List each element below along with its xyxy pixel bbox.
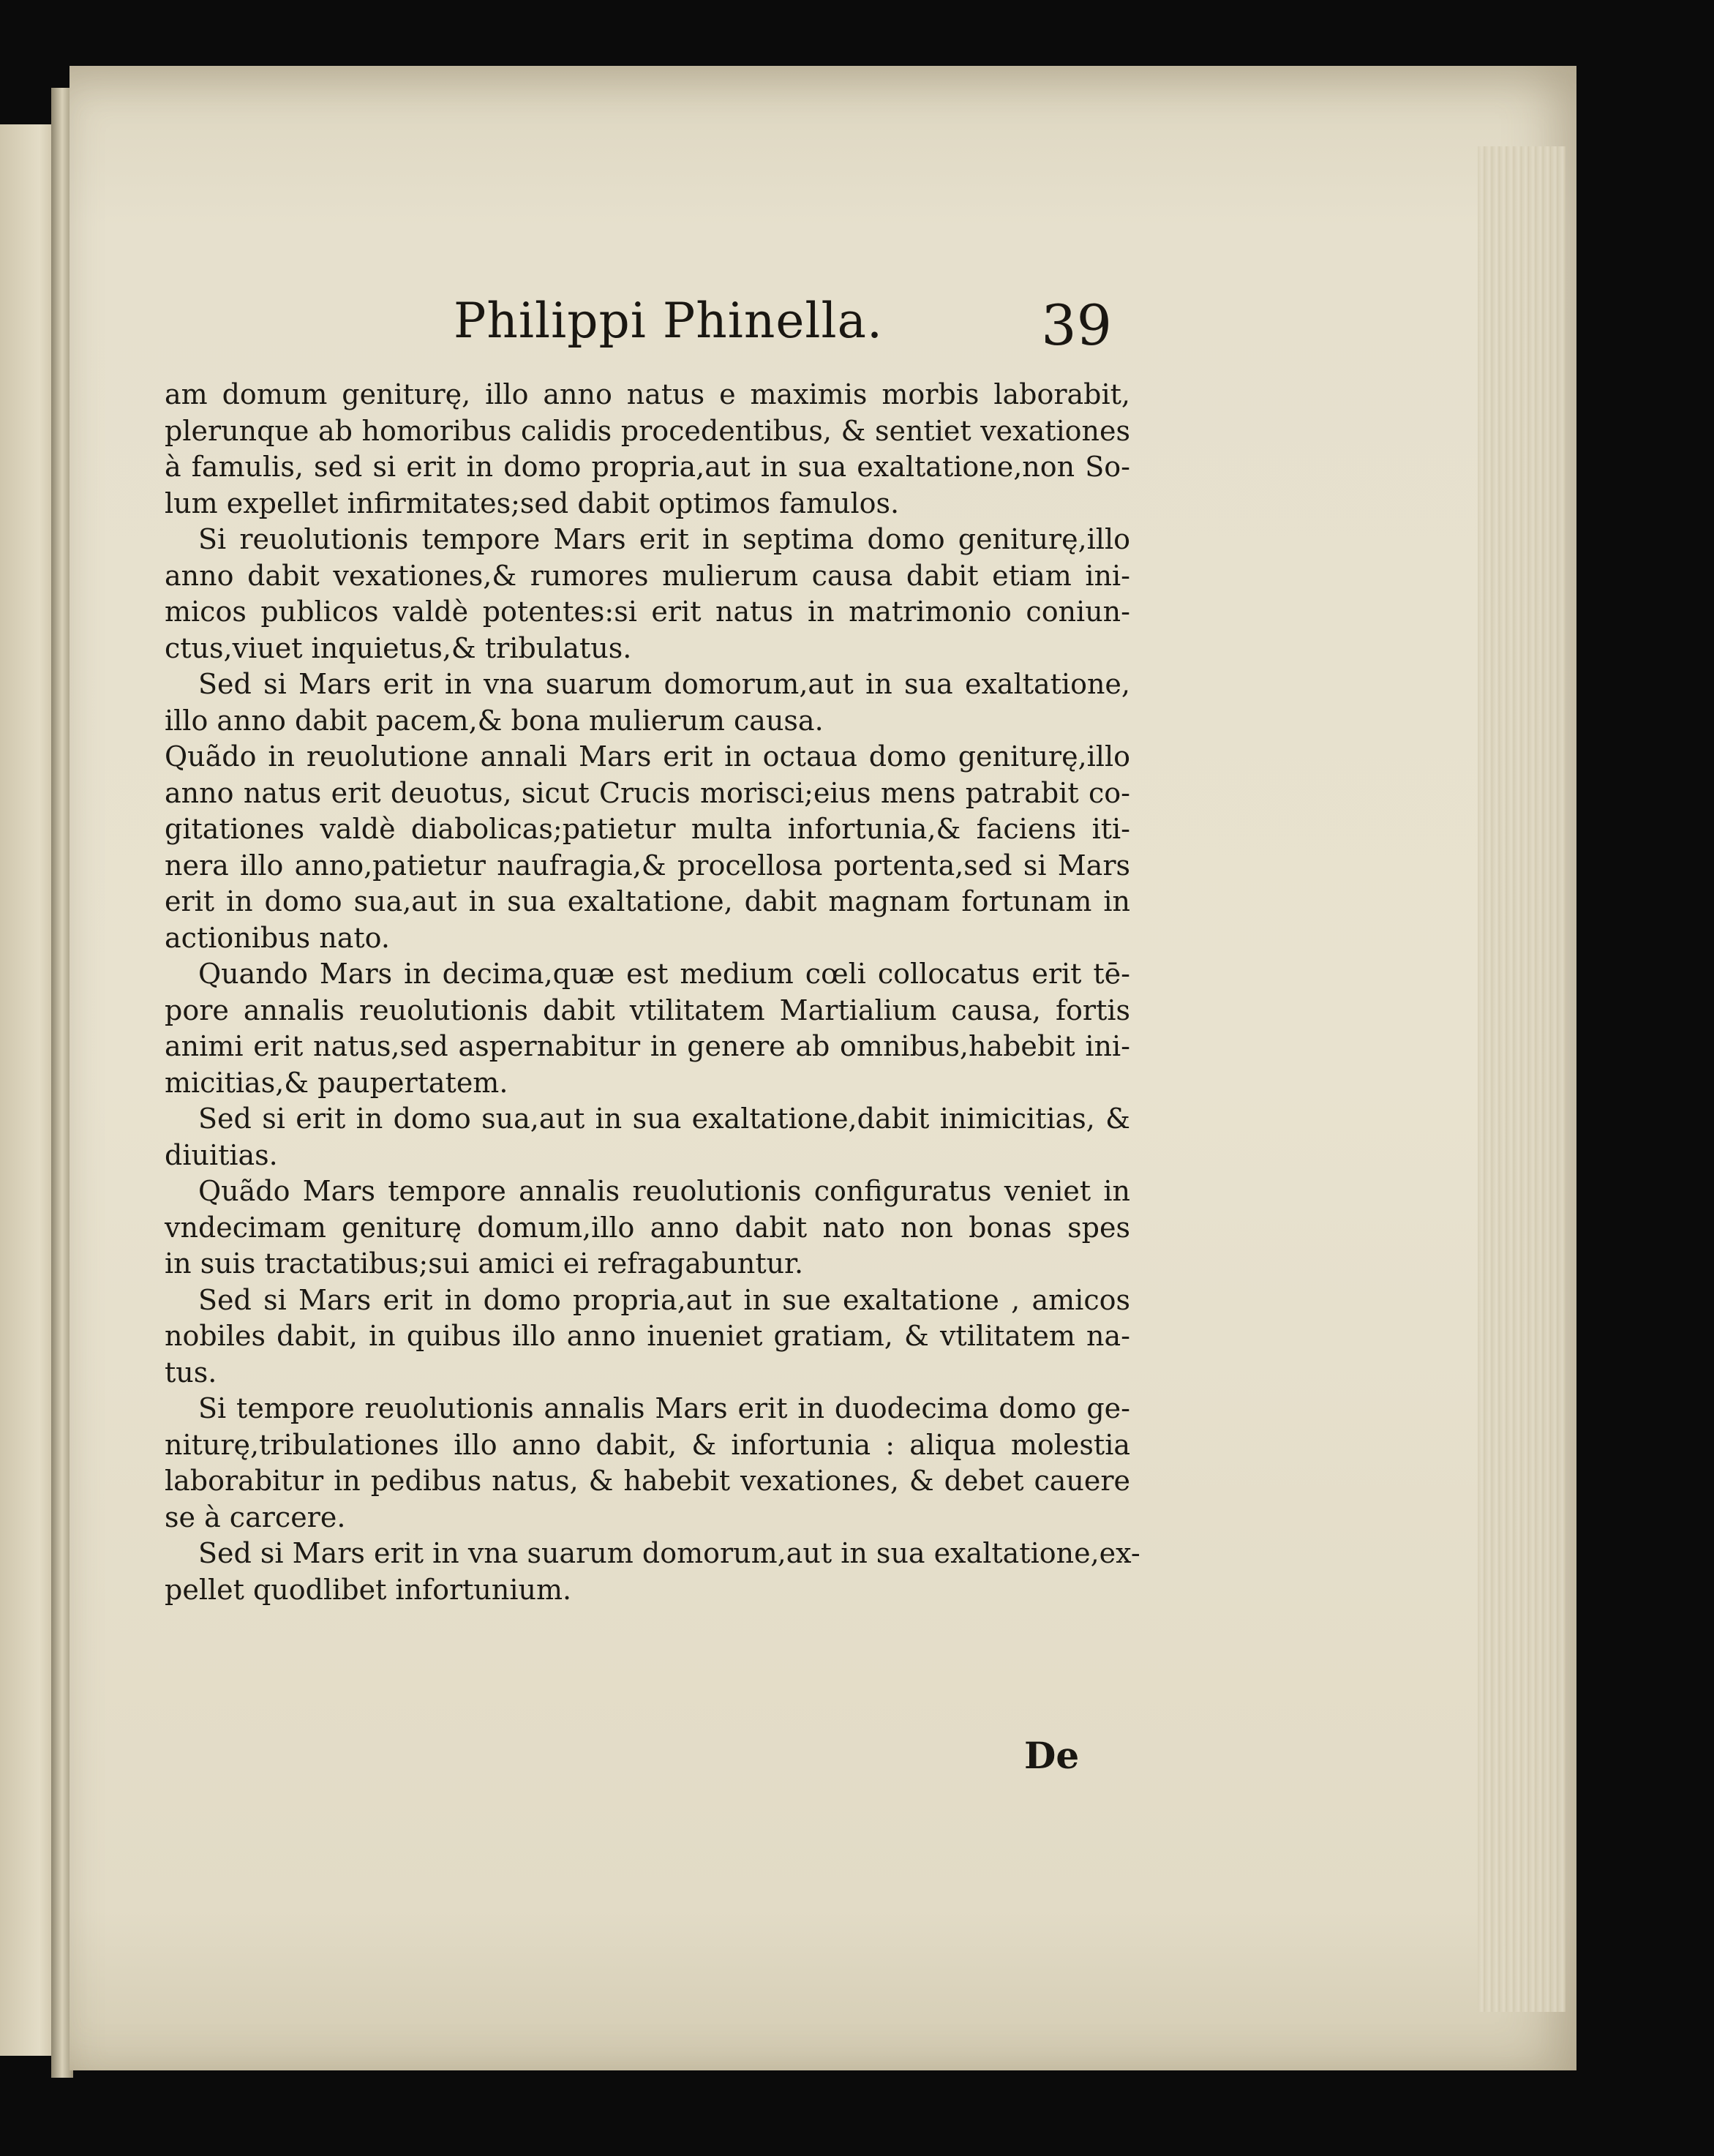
text-line: erit in domo sua,aut in sua exaltatione, dabit magnam fortunam in [165, 885, 1130, 917]
text-line: Si reuolutionis tempore Mars erit in septima domo geniturę,illo [198, 523, 1130, 555]
text-line: niturę,tribulationes illo anno dabit, & infortunia : aliqua molestia [165, 1428, 1130, 1461]
text-line: Sed si Mars erit in domo propria,aut in sue exaltatione , amicos [198, 1283, 1130, 1316]
page-fore-edge [1478, 146, 1565, 2012]
text-line: anno dabit vexationes,& rumores mulierum causa dabit etiam ini- [165, 559, 1130, 592]
text-line: se à carcere. [165, 1500, 346, 1533]
running-title: Philippi Phinella. [454, 293, 883, 349]
text-line: ctus,viuet inquietus,& tribulatus. [165, 631, 632, 664]
text-line: actionibus nato. [165, 921, 390, 954]
text-line: illo anno dabit pacem,& bona mulierum causa. [165, 704, 824, 737]
text-line: Sed si Mars erit in vna suarum domorum,aut in sua exaltatione,ex- [198, 1537, 1140, 1569]
text-line: Si tempore reuolutionis annalis Mars erit in duodecima domo ge- [198, 1392, 1130, 1424]
text-line: pellet quodlibet infortunium. [165, 1573, 572, 1606]
page-header [454, 293, 1112, 366]
text-line: animi erit natus,sed aspernabitur in genere ab omnibus,habebit ini- [165, 1030, 1130, 1062]
text-line: plerunque ab homoribus calidis procedentibus, & sentiet vexationes [165, 414, 1130, 447]
text-line: laborabitur in pedibus natus, & habebit vexationes, & debet cauere [165, 1465, 1130, 1497]
text-line: diuitias. [165, 1138, 278, 1171]
text-line: tus. [165, 1356, 217, 1389]
text-line: Quãdo in reuolutione annali Mars erit in octaua domo geniturę,illo [165, 740, 1130, 773]
text-line: gitationes valdè diabolicas;patietur multa infortunia,& faciens iti- [165, 813, 1130, 845]
page-number: 39 [1041, 293, 1112, 358]
catchword: De [1024, 1734, 1080, 1777]
text-line: micos publicos valdè potentes:si erit natus in matrimonio coniun- [165, 596, 1130, 628]
text-line: vndecimam geniturę domum,illo anno dabit nato non bonas spes [165, 1211, 1130, 1244]
text-line: nobiles dabit, in quibus illo anno inueniet gratiam, & vtilitatem na- [165, 1320, 1130, 1352]
body-text [165, 377, 1140, 1608]
text-line: Quãdo Mars tempore annalis reuolutionis configuratus veniet in [198, 1175, 1130, 1207]
text-line: am domum geniturę, illo anno natus e maximis morbis laborabit, [165, 378, 1130, 410]
text-line: anno natus erit deuotus, sicut Crucis morisci;eius mens patrabit co- [165, 776, 1130, 809]
text-line: pore annalis reuolutionis dabit vtilitatem Martialium causa, fortis [165, 994, 1130, 1026]
text-line: Quando Mars in decima,quæ est medium cœli collocatus erit tē- [198, 958, 1130, 990]
text-line: Sed si erit in domo sua,aut in sua exaltatione,dabit inimicitias, & [198, 1103, 1130, 1135]
text-line: Sed si Mars erit in vna suarum domorum,aut in sua exaltatione, [198, 668, 1130, 700]
text-line: micitias,& paupertatem. [165, 1066, 508, 1099]
text-line: nera illo anno,patietur naufragia,& procellosa portenta,sed si Mars [165, 849, 1130, 882]
text-line: à famulis, sed si erit in domo propria,aut in sua exaltatione,non So- [165, 451, 1130, 483]
text-line: lum expellet infirmitates;sed dabit optimos famulos. [165, 487, 900, 519]
text-line: in suis tractatibus;sui amici ei refragabuntur. [165, 1247, 804, 1280]
